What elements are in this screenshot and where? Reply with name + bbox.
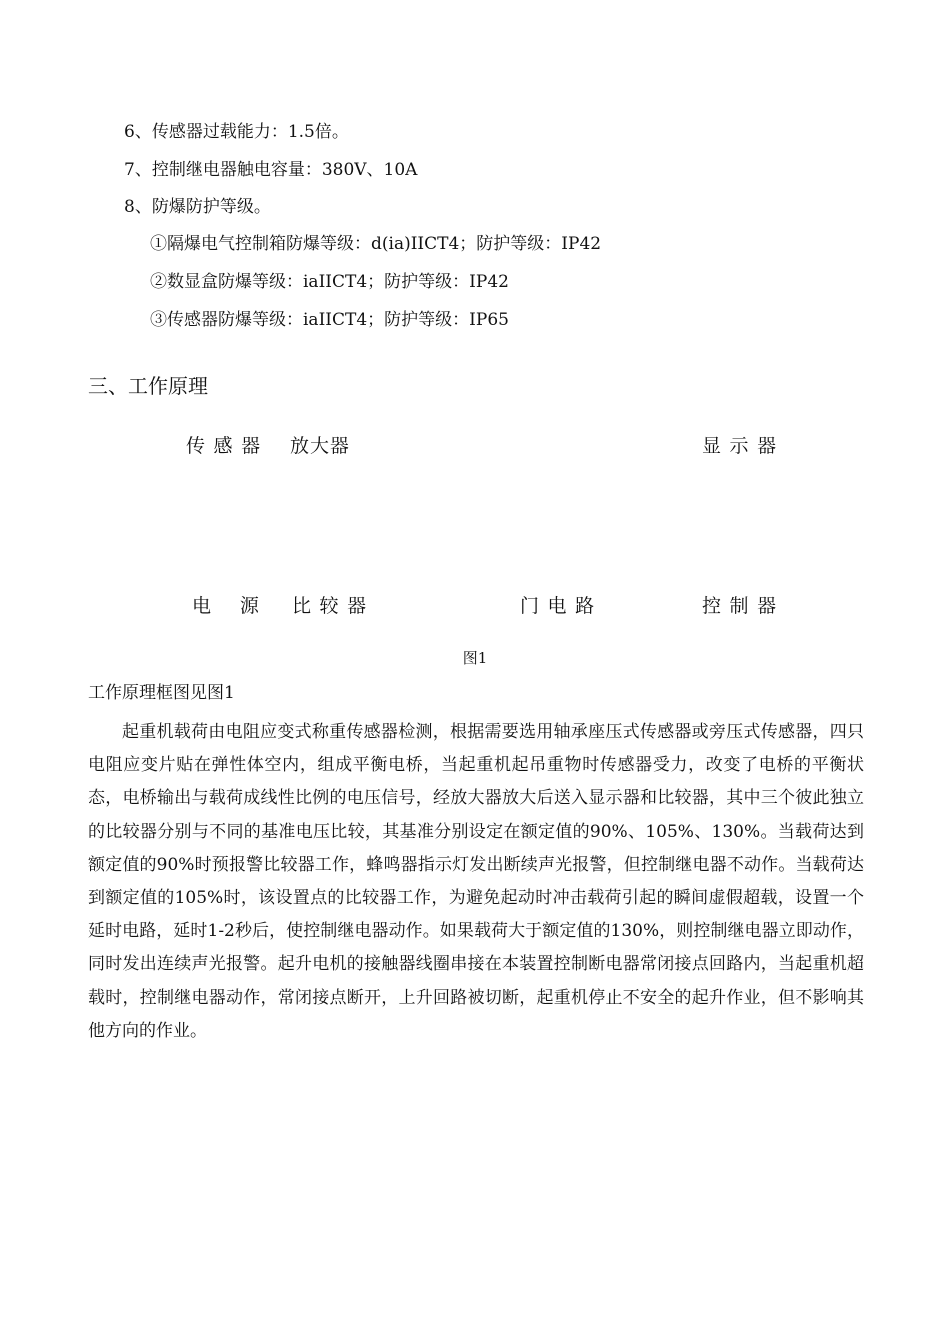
- diagram-node-controller: 控制器: [702, 595, 785, 617]
- section-heading: 三、工作原理: [88, 374, 208, 398]
- diagram-node-comparator: 比较器: [292, 595, 375, 617]
- diagram-node-sensor: 传感器: [186, 435, 269, 457]
- spec-item-relay-capacity: 7、控制继电器触电容量：380V、10A: [124, 160, 418, 180]
- paragraph-lead: 工作原理框图见图1: [88, 683, 235, 703]
- spec-sub-display-box: ②数显盒防爆等级：iaIICT4；防护等级：IP42: [150, 272, 509, 292]
- diagram-node-gate: 门电路: [520, 595, 603, 617]
- diagram-node-power: 电 源: [192, 595, 271, 617]
- spec-item-overload: 6、传感器过载能力：1.5倍。: [124, 122, 349, 142]
- spec-sub-sensor: ③传感器防爆等级：iaIICT4；防护等级：IP65: [150, 310, 509, 330]
- spec-sub-control-box: ①隔爆电气控制箱防爆等级：d(ia)IICT4；防护等级：IP42: [150, 234, 602, 254]
- diagram-node-amplifier: 放大器: [290, 435, 350, 457]
- diagram-node-display: 显示器: [702, 435, 785, 457]
- body-paragraph: 起重机载荷由电阻应变式称重传感器检测，根据需要选用轴承座压式传感器或旁压式传感器，四只电阻应变片贴在弹性体空内，组成平衡电桥，当起重机起吊重物时传感器受力，改变了电桥的平衡状态，电桥输出与载荷成线性比例的电压信号，经放大器放大后送入显示器和比较器，其中三个彼此独立的比较器分别与不同的基准电压比较，其基准分别设定在额定值的90%、105%、130%。当载荷达到额定值的90%时预报警比较器工作，蜂鸣器指示灯发出断续声光报警，但控制继电器不动作。当载荷达到额定值的105%时，该设置点的比较器工作，为避免起动时冲击载荷引起的瞬间虚假超载，设置一个延时电路，延时1-2秒后，使控制继电器动作。如果载荷大于额定值的130%，则控制继电器立即动作，同时发出连续声光报警。起升电机的接触器线圈串接在本装置控制断电器常闭接点回路内，当起重机超载时，控制继电器动作，常闭接点断开，上升回路被切断，起重机停止不安全的起升作业，但不影响其他方向的作业。: [88, 722, 864, 1041]
- block-diagram: [0, 420, 950, 640]
- figure-caption: 图1: [462, 649, 488, 667]
- spec-item-explosion-protection: 8、防爆防护等级。: [124, 197, 271, 217]
